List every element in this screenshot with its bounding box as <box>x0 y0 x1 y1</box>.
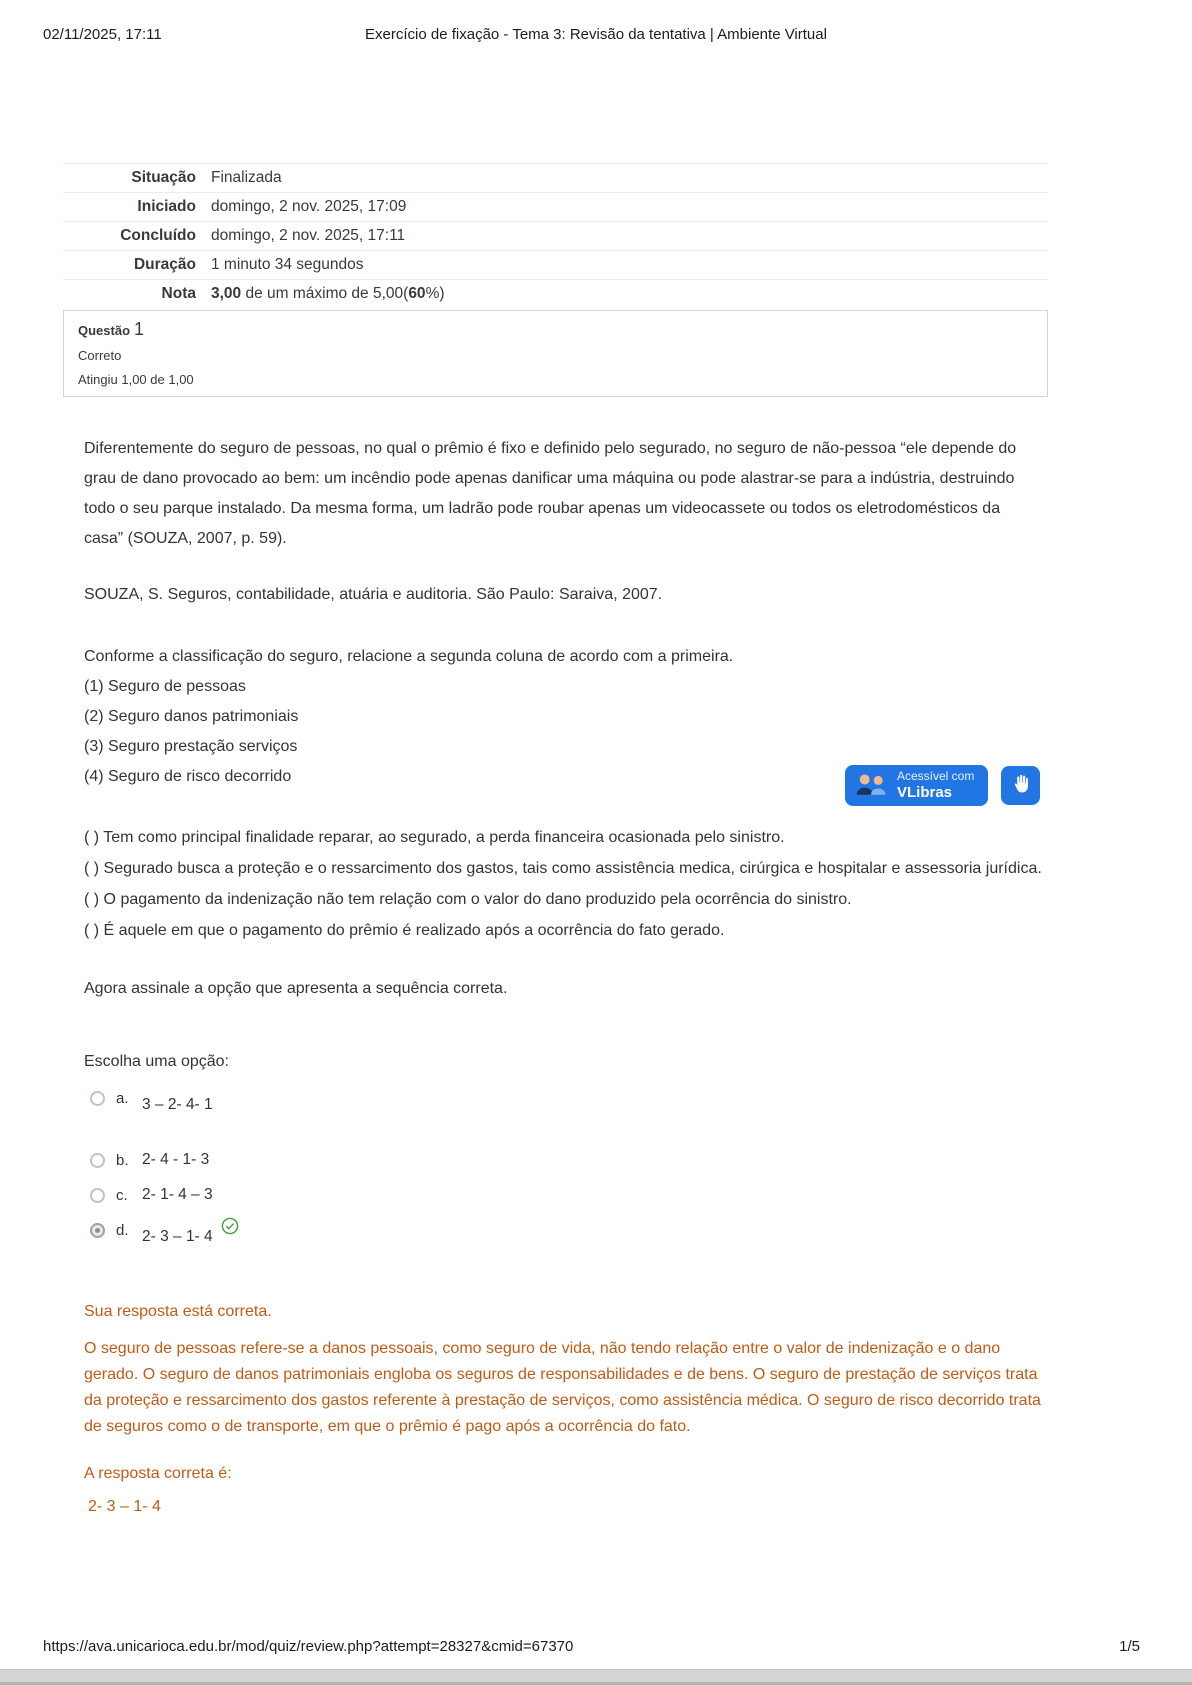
question-info-box <box>63 310 1048 397</box>
vlibras-hand-button[interactable] <box>1001 766 1040 805</box>
header-date: 02/11/2025, 17:11 <box>43 26 162 43</box>
option-b <box>90 1149 1042 1171</box>
list-item: (2) Seguro danos patrimoniais <box>84 708 299 725</box>
summary-label: Situação <box>131 169 196 186</box>
question-grade: Atingiu 1,00 de 1,00 <box>78 372 194 387</box>
footer-url: https://ava.unicarioca.edu.br/mod/quiz/review.php?attempt=28327&cmid=67370 <box>43 1638 574 1655</box>
correct-answer-value: 2- 3 – 1- 4 <box>88 1498 161 1515</box>
option-c-radio[interactable] <box>90 1188 105 1203</box>
option-d-letter: d. <box>116 1221 129 1239</box>
summary-table <box>63 163 1048 308</box>
option-d <box>90 1219 1042 1245</box>
list-item: ( ) É aquele em que o pagamento do prêmio é realizado após a ocorrência do fato gerado. <box>84 922 725 939</box>
question-label: Questão <box>78 323 131 338</box>
summary-value: Finalizada <box>211 169 282 186</box>
list-item: (3) Seguro prestação serviços <box>84 738 298 755</box>
choose-prompt: Escolha uma opção: <box>84 1053 229 1070</box>
question-statement: Diferentemente do seguro de pessoas, no qual o prêmio é fixo e definido pelo segurado, no seguro de não-pessoa “ele depende do grau de dano provocado ao bem: um incêndio pode apenas danificar uma máquina ou pode alastrar-se para a indústria, destruindo todo o seu parque instalado. Da mesma forma, um ladrão pode roubar apenas um videocassete ou todos os eletrodomésticos da casa” (SOUZA, 2007, p. 59). <box>84 440 1017 547</box>
vlibras-widget <box>845 765 1040 806</box>
header-title: Exercício de fixação - Tema 3: Revisão da tentativa | Ambiente Virtual <box>365 26 827 43</box>
footer-page-number: 1/5 <box>1119 1638 1140 1655</box>
citation: SOUZA, S. Seguros, contabilidade, atuária e auditoria. São Paulo: Saraiva, 2007. <box>84 586 663 603</box>
summary-label: Duração <box>133 256 196 273</box>
summary-row-situacao <box>63 163 1048 192</box>
option-c-text: 2- 1- 4 – 3 <box>142 1186 213 1203</box>
sequence-instruction: Agora assinale a opção que apresenta a sequência correta. <box>84 980 508 997</box>
feedback-block <box>84 1300 1042 1519</box>
vlibras-label <box>897 769 974 801</box>
option-b-letter: b. <box>116 1151 129 1169</box>
vlibras-label-bold: VLibras <box>897 783 953 801</box>
summary-row-duracao <box>63 250 1048 279</box>
pdf-viewer-edge <box>0 1669 1192 1685</box>
correct-check-icon <box>221 1217 239 1235</box>
summary-row-iniciado <box>63 192 1048 221</box>
option-b-text: 2- 4 - 1- 3 <box>142 1151 210 1168</box>
question-title <box>78 319 1033 340</box>
option-c-letter: c. <box>116 1186 128 1204</box>
option-d-text: 2- 3 – 1- 4 <box>142 1228 213 1245</box>
list-item: ( ) O pagamento da indenização não tem relação com o valor do dano produzido pela ocorrência do sinistro. <box>84 891 852 908</box>
list-item: (1) Seguro de pessoas <box>84 678 246 695</box>
vlibras-button[interactable] <box>845 765 988 806</box>
summary-label: Iniciado <box>137 198 196 215</box>
summary-value: 3,00 de um máximo de 5,00(60%) <box>211 285 445 302</box>
summary-value: 1 minuto 34 segundos <box>211 256 364 273</box>
hand-icon <box>1009 772 1033 799</box>
question-content <box>84 434 1042 1254</box>
match-list-second <box>84 822 1042 946</box>
summary-value: domingo, 2 nov. 2025, 17:11 <box>211 227 406 244</box>
question-number: 1 <box>134 319 145 339</box>
match-instruction: Conforme a classificação do seguro, relacione a segunda coluna de acordo com a primeira. <box>84 648 734 665</box>
vlibras-label-small: Acessível com <box>897 769 975 784</box>
question-status: Correto <box>78 348 122 363</box>
summary-label: Concluído <box>120 227 196 244</box>
summary-value: domingo, 2 nov. 2025, 17:09 <box>211 198 407 215</box>
summary-row-nota <box>63 279 1048 308</box>
summary-label: Nota <box>161 285 196 302</box>
option-a-letter: a. <box>116 1089 129 1107</box>
answer-options <box>90 1087 1042 1245</box>
option-c <box>90 1184 1042 1206</box>
option-d-radio[interactable] <box>90 1223 105 1238</box>
feedback-explanation: O seguro de pessoas refere-se a danos pessoais, como seguro de vida, não tendo relação entre o valor de indenização e o dano gerado. O seguro de danos patrimoniais engloba os seguros de responsabilidades e de bens. O seguro de prestação de serviços trata da proteção e ressarcimento dos gastos referente à prestação de serviços, como assistência médica. O seguro de risco decorrido trata de seguros como o de transporte, em que o prêmio é pago após a ocorrência do fato. <box>84 1340 1041 1435</box>
feedback-correct-message: Sua resposta está correta. <box>84 1303 272 1320</box>
option-b-radio[interactable] <box>90 1153 105 1168</box>
correct-answer-label: A resposta correta é: <box>84 1465 232 1482</box>
summary-row-concluido <box>63 221 1048 250</box>
list-item: ( ) Segurado busca a proteção e o ressarcimento dos gastos, tais como assistência medica, cirúrgica e hospitalar e assessoria jurídica. <box>84 860 1042 877</box>
list-item: (4) Seguro de risco decorrido <box>84 768 292 785</box>
option-a-text: 3 – 2- 4- 1 <box>142 1096 213 1113</box>
list-item: ( ) Tem como principal finalidade reparar, ao segurado, a perda financeira ocasionada pelo sinistro. <box>84 829 785 846</box>
option-a <box>90 1087 1042 1113</box>
vlibras-avatars-icon <box>853 771 889 800</box>
option-a-radio[interactable] <box>90 1091 105 1106</box>
